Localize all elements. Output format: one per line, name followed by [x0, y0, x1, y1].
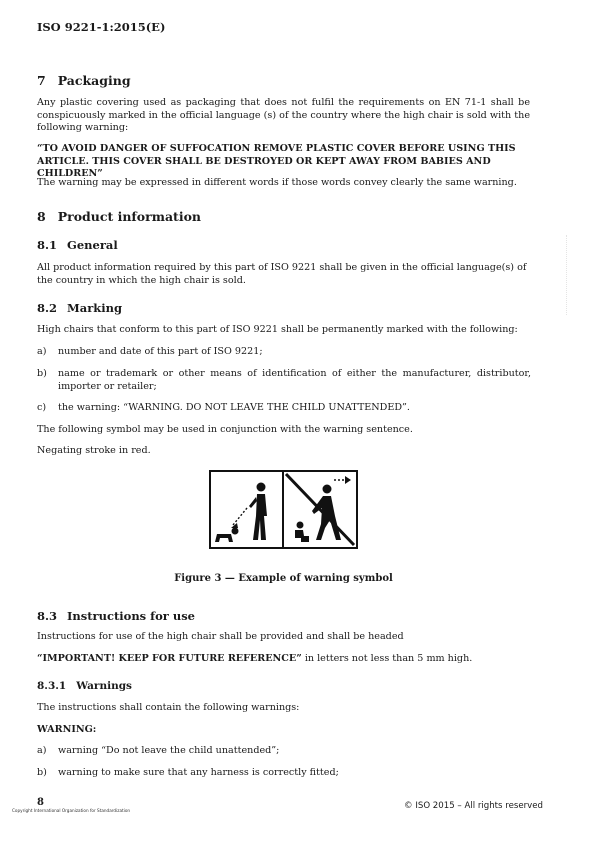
- requirement-text: in letters not less than 5 mm high.: [301, 653, 473, 664]
- section-number: 7: [37, 73, 46, 88]
- list-item-label: b): [37, 767, 47, 778]
- section-8-3-paragraph: Instructions for use of the high chair shall be provided and shall be headed: [37, 631, 404, 642]
- copyright-notice-right: © ISO 2015 – All rights reserved: [404, 801, 543, 811]
- list-item: [37, 368, 531, 394]
- section-7-heading: [37, 73, 131, 88]
- list-item-text: name or trademark or other means of identification of either the manufacturer, distributor, importer or retailer;: [58, 368, 531, 392]
- list-item-label: b): [37, 368, 47, 379]
- list-item: [37, 767, 531, 780]
- section-8-1-paragraph: All product information required by this part of ISO 9221 shall be given in the official language(s) of the country in which the high chair is sold.: [37, 262, 527, 286]
- section-number: 8: [37, 209, 46, 224]
- symbol-note: The following symbol may be used in conjunction with the warning sentence.: [37, 424, 413, 435]
- section-8-3-heading: [37, 609, 195, 623]
- section-8-heading: [37, 209, 201, 224]
- section-number: 8.2: [37, 301, 58, 315]
- section-title: Product information: [57, 209, 202, 224]
- list-item: [37, 346, 531, 359]
- list-item-text: the warning: “WARNING. DO NOT LEAVE THE CHILD UNATTENDED”.: [58, 402, 410, 413]
- section-title: Warnings: [76, 680, 132, 692]
- section-8-2-intro: High chairs that conform to this part of ISO 9221 shall be permanently marked with the following:: [37, 324, 518, 335]
- list-item-text: warning “Do not leave the child unattended”;: [58, 745, 280, 756]
- section-8-1-heading: [37, 238, 118, 252]
- list-item-text: warning to make sure that any harness is correctly fitted;: [58, 767, 339, 778]
- section-7-paragraph-2: The warning may be expressed in different words if those words convey clearly the same warning.: [37, 177, 517, 188]
- page-number: 8: [37, 797, 44, 808]
- copyright-notice-left: Copyright International Organization for Standardization: [12, 808, 131, 813]
- section-number: 8.1: [37, 238, 58, 252]
- list-item: [37, 745, 531, 758]
- list-item-label: c): [37, 402, 47, 413]
- list-item-label: a): [37, 346, 47, 357]
- document-id-header: ISO 9221-1:2015(E): [37, 20, 166, 34]
- required-heading-text: “IMPORTANT! KEEP FOR FUTURE REFERENCE”: [37, 653, 302, 664]
- warning-label: WARNING:: [37, 724, 97, 735]
- list-item-label: a): [37, 745, 47, 756]
- section-title: Instructions for use: [67, 609, 195, 623]
- stroke-note: Negating stroke in red.: [37, 445, 151, 456]
- section-title: Marking: [67, 301, 122, 315]
- section-8-3-1-intro: The instructions shall contain the following warnings:: [37, 702, 300, 713]
- section-title: Packaging: [57, 73, 131, 88]
- section-7-warning-text: “TO AVOID DANGER OF SUFFOCATION REMOVE PLASTIC COVER BEFORE USING THIS ARTICLE. THIS COVER SHALL BE DESTROYED OR KEPT AWAY FROM BABIES AND CHILDREN”: [37, 143, 516, 180]
- section-8-3-1-heading: [37, 680, 132, 692]
- list-item: [37, 402, 531, 415]
- side-margin-watermark: [566, 235, 573, 315]
- section-title: General: [67, 238, 118, 252]
- section-number: 8.3: [37, 609, 58, 623]
- section-8-3-heading-requirement: [37, 653, 530, 666]
- section-number: 8.3.1: [37, 680, 67, 692]
- adult-with-child-icon: [215, 483, 267, 543]
- section-7-paragraph: Any plastic covering used as packaging that does not fulfil the requirements on EN 71-1 shall be conspicuously marked in the official language (s) of the country where the high chair is sold with the following warning:: [37, 97, 530, 134]
- section-8-2-heading: [37, 301, 122, 315]
- warning-symbol-figure: [209, 470, 358, 549]
- figure-caption: Figure 3 — Example of warning symbol: [174, 573, 393, 584]
- list-item-text: number and date of this part of ISO 9221;: [58, 346, 263, 357]
